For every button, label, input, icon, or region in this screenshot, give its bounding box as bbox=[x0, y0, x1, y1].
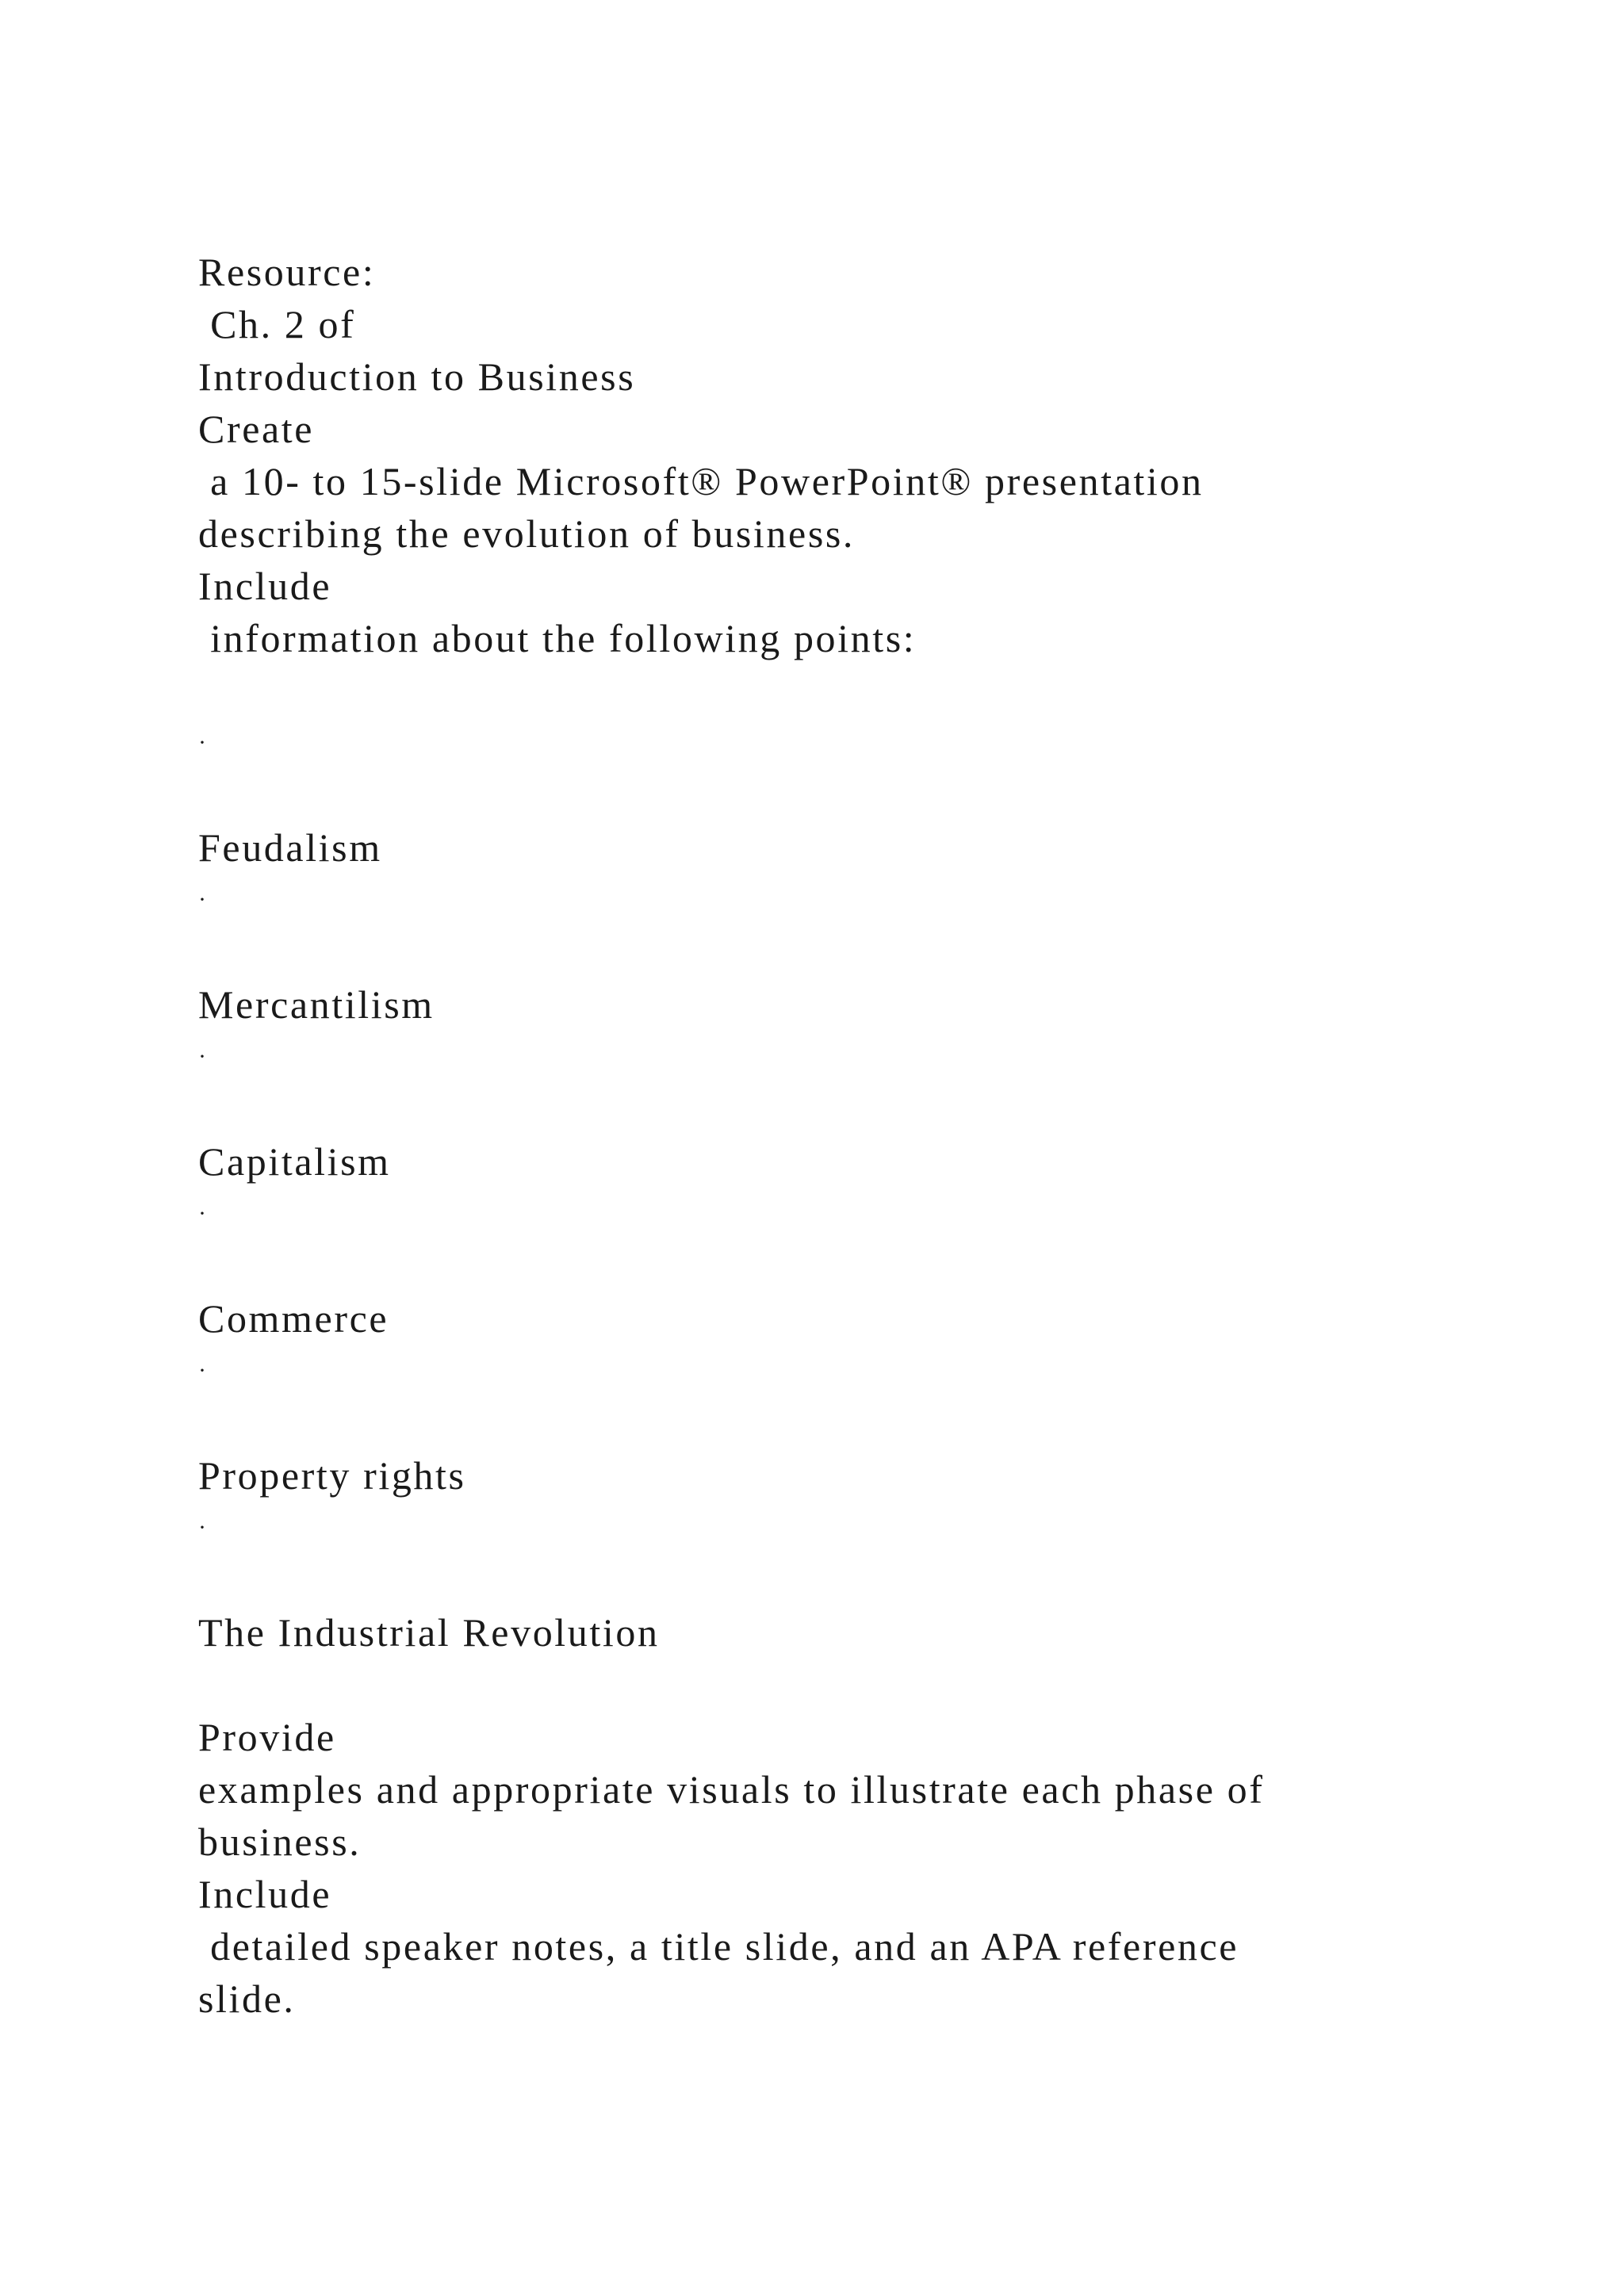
point-commerce: Commerce bbox=[198, 1296, 389, 1341]
bullet-marker: · bbox=[198, 886, 209, 913]
create-text: a 10- to 15-slide Microsoft® PowerPoint® presentation bbox=[198, 459, 1204, 503]
spacer bbox=[198, 1083, 1507, 1135]
point-mercantilism: Mercantilism bbox=[198, 982, 435, 1027]
spacer bbox=[198, 664, 1507, 717]
spacer bbox=[198, 1397, 1507, 1449]
create-label: Create bbox=[198, 407, 315, 451]
provide-text: examples and appropriate visuals to illustrate each phase of bbox=[198, 1767, 1265, 1812]
point-industrial-revolution: The Industrial Revolution bbox=[198, 1610, 660, 1655]
include2-text-cont: slide. bbox=[198, 1976, 296, 2021]
point-feudalism: Feudalism bbox=[198, 825, 382, 870]
point-property-rights: Property rights bbox=[198, 1453, 466, 1498]
include-text: information about the following points: bbox=[198, 616, 917, 660]
include2-text: detailed speaker notes, a title slide, and an APA reference bbox=[198, 1924, 1239, 1969]
include-label: Include bbox=[198, 564, 332, 608]
spacer bbox=[198, 769, 1507, 821]
spacer bbox=[198, 926, 1507, 978]
assignment-text bbox=[198, 246, 1507, 2025]
bullet-marker: · bbox=[198, 1514, 209, 1540]
bullet-marker: · bbox=[198, 1357, 209, 1383]
provide-label: Provide bbox=[198, 1715, 336, 1759]
resource-chapter: Ch. 2 of bbox=[198, 302, 356, 346]
spacer bbox=[198, 1659, 1507, 1711]
resource-book: Introduction to Business bbox=[198, 354, 636, 399]
spacer bbox=[198, 1554, 1507, 1606]
bullet-marker: · bbox=[198, 1043, 209, 1070]
spacer bbox=[198, 1240, 1507, 1292]
point-capitalism: Capitalism bbox=[198, 1139, 391, 1184]
resource-label: Resource: bbox=[198, 250, 376, 294]
bullet-marker: · bbox=[198, 729, 209, 756]
include2-label: Include bbox=[198, 1872, 332, 1916]
create-text-cont: describing the evolution of business. bbox=[198, 511, 856, 556]
provide-text-cont: business. bbox=[198, 1820, 362, 1864]
bullet-marker: · bbox=[198, 1200, 209, 1226]
